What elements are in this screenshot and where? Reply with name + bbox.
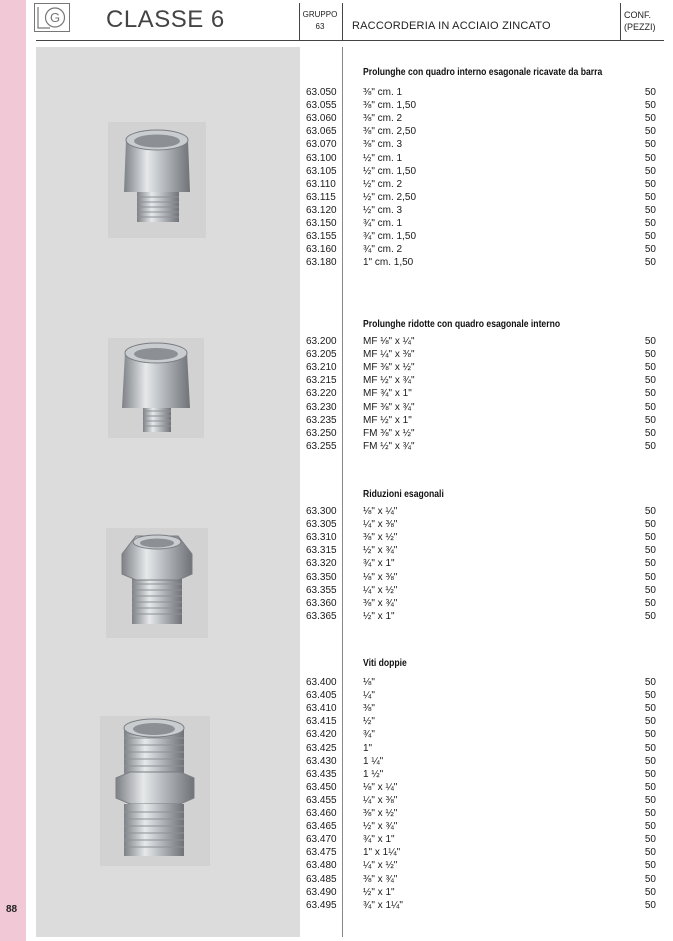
product-code: 63.435 xyxy=(306,768,337,780)
product-row xyxy=(300,689,660,702)
product-size: ⅜" x ½" xyxy=(363,532,398,544)
product-code: 63.300 xyxy=(306,506,337,517)
extension-fitting-image xyxy=(108,122,206,238)
product-size: ½" x ¾" xyxy=(363,545,398,557)
product-size: ½" x ¾" xyxy=(363,821,398,833)
product-code: 63.430 xyxy=(306,755,337,767)
product-size: ¼" x ⅜" xyxy=(363,794,398,806)
package-quantity: 50 xyxy=(644,532,656,544)
package-quantity: 50 xyxy=(644,375,656,387)
product-size: ⅛" x ¼" xyxy=(363,781,398,793)
product-row xyxy=(300,335,660,348)
product-row xyxy=(300,833,660,846)
product-size: MF ½" x ¾" xyxy=(363,375,415,387)
product-code: 63.060 xyxy=(306,113,337,125)
product-code: 63.460 xyxy=(306,808,337,819)
product-row xyxy=(300,230,660,243)
product-row xyxy=(300,781,660,794)
product-size: ¼" x ½" xyxy=(363,860,398,872)
product-code: 63.110 xyxy=(306,178,336,190)
company-logo-icon xyxy=(34,3,70,32)
product-row xyxy=(300,610,660,623)
product-code: 63.365 xyxy=(306,610,337,622)
product-code: 63.490 xyxy=(306,886,337,898)
product-row xyxy=(300,820,660,833)
product-size: ¼" x ⅜" xyxy=(363,519,398,531)
product-size: ⅜" cm. 1 xyxy=(363,87,403,98)
product-row xyxy=(300,138,660,151)
package-quantity: 50 xyxy=(644,244,656,256)
product-size: ⅜" x ¾" xyxy=(363,873,398,885)
product-size: ⅜" cm. 2,50 xyxy=(363,126,417,138)
product-row xyxy=(300,86,660,99)
product-code: 63.235 xyxy=(306,414,337,426)
product-size: 1" cm. 1,50 xyxy=(363,257,414,269)
page-header xyxy=(26,0,673,40)
product-row xyxy=(300,728,660,741)
product-code: 63.120 xyxy=(306,204,337,216)
product-row xyxy=(300,584,660,597)
product-code: 63.475 xyxy=(306,847,337,859)
side-color-band xyxy=(0,0,26,941)
package-quantity: 50 xyxy=(644,218,656,229)
package-quantity: 50 xyxy=(644,388,656,400)
product-size: ⅜" cm. 2 xyxy=(363,113,403,125)
product-row xyxy=(300,715,660,728)
product-row xyxy=(300,807,660,820)
product-row xyxy=(300,152,660,165)
group-title: RACCORDERIA IN ACCIAIO ZINCATO xyxy=(352,20,551,32)
package-quantity: 50 xyxy=(644,860,656,872)
product-size: ½" xyxy=(363,716,375,728)
product-row xyxy=(300,256,660,269)
product-code: 63.455 xyxy=(306,794,337,806)
product-code: 63.485 xyxy=(306,873,337,885)
package-quantity: 50 xyxy=(644,126,656,138)
product-size: ¾" cm. 1,50 xyxy=(363,231,417,243)
header-divider xyxy=(299,3,300,40)
package-quantity: 50 xyxy=(644,152,656,164)
package-quantity: 50 xyxy=(644,165,656,177)
product-size: ¼" xyxy=(363,690,375,702)
package-quantity: 50 xyxy=(644,558,656,570)
group-label xyxy=(300,9,340,33)
section-title: Prolunghe con quadro interno esagonale ricavate da barra xyxy=(363,66,603,78)
product-code: 63.180 xyxy=(306,257,337,269)
package-quantity: 50 xyxy=(644,834,656,846)
package-quantity: 50 xyxy=(644,257,656,269)
product-row xyxy=(300,794,660,807)
package-quantity: 50 xyxy=(644,584,656,596)
product-size: MF ½" x 1" xyxy=(363,414,412,426)
package-quantity: 50 xyxy=(644,597,656,609)
product-row xyxy=(300,125,660,138)
product-row xyxy=(300,99,660,112)
package-quantity: 50 xyxy=(644,100,656,112)
product-code: 63.155 xyxy=(306,231,337,243)
product-code: 63.250 xyxy=(306,427,337,439)
product-code: 63.470 xyxy=(306,834,337,846)
product-size: MF ⅜" x ½" xyxy=(363,362,415,374)
logo-letter: G xyxy=(49,10,61,25)
product-size: ⅜" cm. 3 xyxy=(363,139,403,151)
product-size: ¼" x ½" xyxy=(363,584,398,596)
product-row xyxy=(300,755,660,768)
product-code: 63.315 xyxy=(306,545,337,557)
product-code: 63.405 xyxy=(306,690,337,702)
product-row xyxy=(300,873,660,886)
product-row xyxy=(300,702,660,715)
product-row xyxy=(300,204,660,217)
product-code: 63.495 xyxy=(306,899,337,911)
package-quantity: 50 xyxy=(644,873,656,885)
product-row xyxy=(300,440,660,453)
product-size: ¾" cm. 2 xyxy=(363,244,403,256)
product-row xyxy=(300,112,660,125)
package-quantity: 50 xyxy=(644,677,656,688)
product-code: 63.105 xyxy=(306,165,337,177)
group-label-text: GRUPPO xyxy=(302,10,338,19)
product-row xyxy=(300,217,660,230)
package-quantity: 50 xyxy=(644,545,656,557)
product-row xyxy=(300,165,660,178)
product-size: MF ⅜" x ¾" xyxy=(363,401,415,413)
package-quantity: 50 xyxy=(644,899,656,911)
product-row xyxy=(300,859,660,872)
product-code: 63.150 xyxy=(306,218,337,229)
reducing-extension-image xyxy=(108,338,204,438)
class-title: CLASSE 6 xyxy=(106,6,225,33)
product-row xyxy=(300,414,660,427)
product-code: 63.100 xyxy=(306,152,337,164)
package-quantity: 50 xyxy=(644,336,656,347)
product-size: ⅛" x ¼" xyxy=(363,506,398,517)
header-divider xyxy=(342,3,343,40)
product-row xyxy=(300,899,660,912)
package-quantity: 50 xyxy=(644,362,656,374)
package-quantity: 50 xyxy=(644,427,656,439)
product-row xyxy=(300,571,660,584)
product-code: 63.400 xyxy=(306,677,337,688)
product-row xyxy=(300,768,660,781)
product-size: MF ¾" x 1" xyxy=(363,388,412,400)
product-code: 63.055 xyxy=(306,100,337,112)
product-size: ⅛" x ⅜" xyxy=(363,571,398,583)
product-code: 63.480 xyxy=(306,860,337,872)
package-quantity: 50 xyxy=(644,821,656,833)
package-quantity-header xyxy=(624,9,656,33)
double-nipple-image xyxy=(100,716,210,866)
product-size: FM ⅜" x ½" xyxy=(363,427,415,439)
product-row xyxy=(300,361,660,374)
product-code: 63.210 xyxy=(306,362,337,374)
package-quantity: 50 xyxy=(644,113,656,125)
product-size: ½" x 1" xyxy=(363,886,395,898)
product-size: 1 ¼" xyxy=(363,755,384,767)
product-code: 63.410 xyxy=(306,703,337,715)
package-quantity: 50 xyxy=(644,808,656,819)
package-quantity: 50 xyxy=(644,610,656,622)
package-quantity: 50 xyxy=(644,886,656,898)
package-quantity: 50 xyxy=(644,768,656,780)
product-code: 63.050 xyxy=(306,87,337,98)
product-row xyxy=(300,374,660,387)
product-code: 63.355 xyxy=(306,584,337,596)
product-code: 63.420 xyxy=(306,729,337,741)
product-row xyxy=(300,518,660,531)
group-number: 63 xyxy=(315,22,325,31)
conf-unit: (PEZZI) xyxy=(624,22,656,32)
product-size: 1" xyxy=(363,742,373,754)
package-quantity: 50 xyxy=(644,571,656,583)
product-row xyxy=(300,505,660,518)
product-row xyxy=(300,557,660,570)
product-row xyxy=(300,742,660,755)
product-code: 63.115 xyxy=(306,191,336,203)
product-row xyxy=(300,846,660,859)
package-quantity: 50 xyxy=(644,231,656,243)
product-code: 63.415 xyxy=(306,716,337,728)
package-quantity: 50 xyxy=(644,204,656,216)
product-code: 63.465 xyxy=(306,821,337,833)
product-size: ½" cm. 1,50 xyxy=(363,165,417,177)
product-code: 63.320 xyxy=(306,558,337,570)
product-size: ½" cm. 3 xyxy=(363,204,403,216)
package-quantity: 50 xyxy=(644,440,656,452)
package-quantity: 50 xyxy=(644,191,656,203)
product-size: ¾" x 1" xyxy=(363,558,395,570)
product-code: 63.215 xyxy=(306,375,337,387)
package-quantity: 50 xyxy=(644,349,656,361)
product-row xyxy=(300,387,660,400)
product-size: FM ½" x ¾" xyxy=(363,440,415,452)
product-code: 63.160 xyxy=(306,244,337,256)
product-size: ½" cm. 2,50 xyxy=(363,191,417,203)
product-code: 63.070 xyxy=(306,139,337,151)
product-row xyxy=(300,401,660,414)
product-code: 63.255 xyxy=(306,440,337,452)
package-quantity: 50 xyxy=(644,519,656,531)
product-row xyxy=(300,243,660,256)
product-row xyxy=(300,178,660,191)
product-size: ½" cm. 2 xyxy=(363,178,403,190)
product-size: 1 ½" xyxy=(363,768,384,780)
page-number: 88 xyxy=(6,904,18,915)
package-quantity: 50 xyxy=(644,87,656,98)
header-divider xyxy=(620,3,621,40)
hexagonal-reducer-image xyxy=(106,528,208,638)
product-code: 63.425 xyxy=(306,742,337,754)
package-quantity: 50 xyxy=(644,847,656,859)
package-quantity: 50 xyxy=(644,414,656,426)
product-code: 63.360 xyxy=(306,597,337,609)
product-size: ⅜" xyxy=(363,703,375,715)
product-size: ¾" cm. 1 xyxy=(363,218,403,229)
product-row xyxy=(300,531,660,544)
package-quantity: 50 xyxy=(644,690,656,702)
product-size: ¾" xyxy=(363,729,375,741)
product-size: ½" x 1" xyxy=(363,610,395,622)
product-size: MF ⅛" x ¼" xyxy=(363,336,415,347)
product-row xyxy=(300,544,660,557)
package-quantity: 50 xyxy=(644,794,656,806)
section-title: Prolunghe ridotte con quadro esagonale interno xyxy=(363,318,561,330)
product-code: 63.230 xyxy=(306,401,337,413)
product-size: ⅜" cm. 1,50 xyxy=(363,100,417,112)
header-rule xyxy=(36,40,664,41)
product-row xyxy=(300,886,660,899)
package-quantity: 50 xyxy=(644,781,656,793)
product-code: 63.350 xyxy=(306,571,337,583)
package-quantity: 50 xyxy=(644,729,656,741)
product-size: ⅜" x ½" xyxy=(363,808,398,819)
product-code: 63.310 xyxy=(306,532,337,544)
product-size: MF ¼" x ⅜" xyxy=(363,349,415,361)
product-row xyxy=(300,597,660,610)
product-code: 63.205 xyxy=(306,349,337,361)
product-size: 1" x 1¼" xyxy=(363,847,401,859)
package-quantity: 50 xyxy=(644,178,656,190)
section-title: Viti doppie xyxy=(363,657,407,669)
product-code: 63.305 xyxy=(306,519,337,531)
product-row xyxy=(300,191,660,204)
package-quantity: 50 xyxy=(644,716,656,728)
product-size: ½" cm. 1 xyxy=(363,152,403,164)
package-quantity: 50 xyxy=(644,139,656,151)
package-quantity: 50 xyxy=(644,703,656,715)
product-code: 63.065 xyxy=(306,126,337,138)
product-size: ⅛" xyxy=(363,677,375,688)
product-row xyxy=(300,676,660,689)
product-row xyxy=(300,427,660,440)
product-size: ¾" x 1¼" xyxy=(363,899,403,911)
product-code: 63.220 xyxy=(306,388,337,400)
product-code: 63.200 xyxy=(306,336,337,347)
product-row xyxy=(300,348,660,361)
product-size: ¾" x 1" xyxy=(363,834,395,846)
product-code: 63.450 xyxy=(306,781,337,793)
package-quantity: 50 xyxy=(644,742,656,754)
section-title: Riduzioni esagonali xyxy=(363,488,444,500)
conf-label: CONF. xyxy=(624,10,651,20)
product-size: ⅜" x ¾" xyxy=(363,597,398,609)
package-quantity: 50 xyxy=(644,401,656,413)
package-quantity: 50 xyxy=(644,755,656,767)
package-quantity: 50 xyxy=(644,506,656,517)
